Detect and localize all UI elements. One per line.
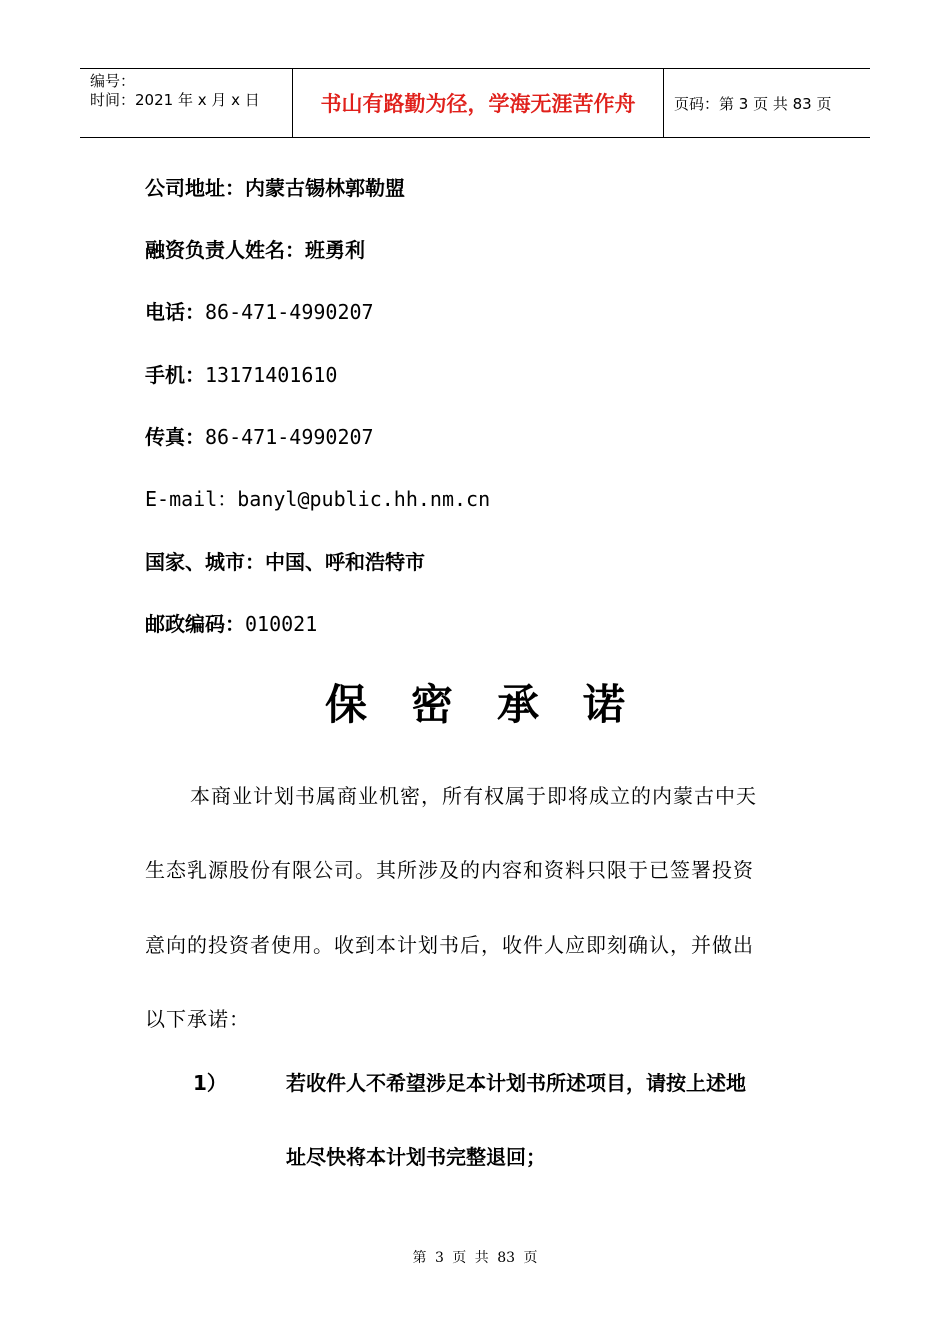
item-1-line-1: 若收件人不希望涉足本计划书所述项目，请按上述地 — [286, 1071, 746, 1095]
country-value: 中国、呼和浩特市 — [265, 550, 425, 574]
postcode-value: 010021 — [245, 612, 318, 636]
paragraph-line-2: 生态乳源股份有限公司。其所涉及的内容和资料只限于已签署投资 — [145, 858, 754, 882]
address-label: 公司地址： — [145, 176, 245, 200]
email-label: E-mail： — [145, 487, 238, 511]
fax-label: 传真： — [145, 425, 205, 449]
header-motto: 书山有路勤为径，学海无涯苦作舟 — [293, 69, 664, 137]
postcode-label: 邮政编码： — [145, 612, 245, 636]
time-label: 时间：2021 年 x 月 x 日 — [90, 91, 260, 109]
paragraph-line-3: 意向的投资者使用。收到本计划书后，收件人应即刻确认，并做出 — [145, 933, 754, 957]
address-line — [145, 172, 405, 201]
person-value: 班勇利 — [305, 238, 365, 262]
mobile-value: 13171401610 — [205, 363, 338, 387]
header-meta — [80, 69, 293, 137]
mobile-label: 手机： — [145, 363, 205, 387]
phone-line — [145, 296, 374, 325]
address-value: 内蒙古锡林郭勒盟 — [245, 176, 405, 200]
email-value: banyl@public.hh.nm.cn — [237, 487, 491, 511]
person-line — [145, 234, 365, 263]
email-line — [145, 483, 490, 512]
confidentiality-title: 保密承诺 — [324, 680, 669, 729]
code-label: 编号： — [90, 72, 136, 90]
fax-value: 86-471-4990207 — [205, 425, 374, 449]
paragraph-line-1: 本商业计划书属商业机密，所有权属于即将成立的内蒙古中天 — [190, 784, 757, 808]
fax-line — [145, 421, 374, 450]
mobile-line — [145, 359, 337, 388]
paragraph-line-4: 以下承诺： — [145, 1007, 250, 1031]
country-label: 国家、城市： — [145, 550, 265, 574]
item-1-line-2: 址尽快将本计划书完整退回； — [286, 1145, 546, 1169]
item-1-number: 1） — [193, 1071, 227, 1095]
page-footer: 第 3 页 共 83 页 — [412, 1250, 538, 1266]
postcode-line — [145, 608, 317, 637]
header-page-info: 页码：第 3 页 共 83 页 — [674, 94, 832, 113]
country-line — [145, 546, 425, 575]
document-header — [80, 68, 870, 138]
phone-value: 86-471-4990207 — [205, 300, 374, 324]
phone-label: 电话： — [145, 300, 205, 324]
person-label: 融资负责人姓名： — [145, 238, 305, 262]
